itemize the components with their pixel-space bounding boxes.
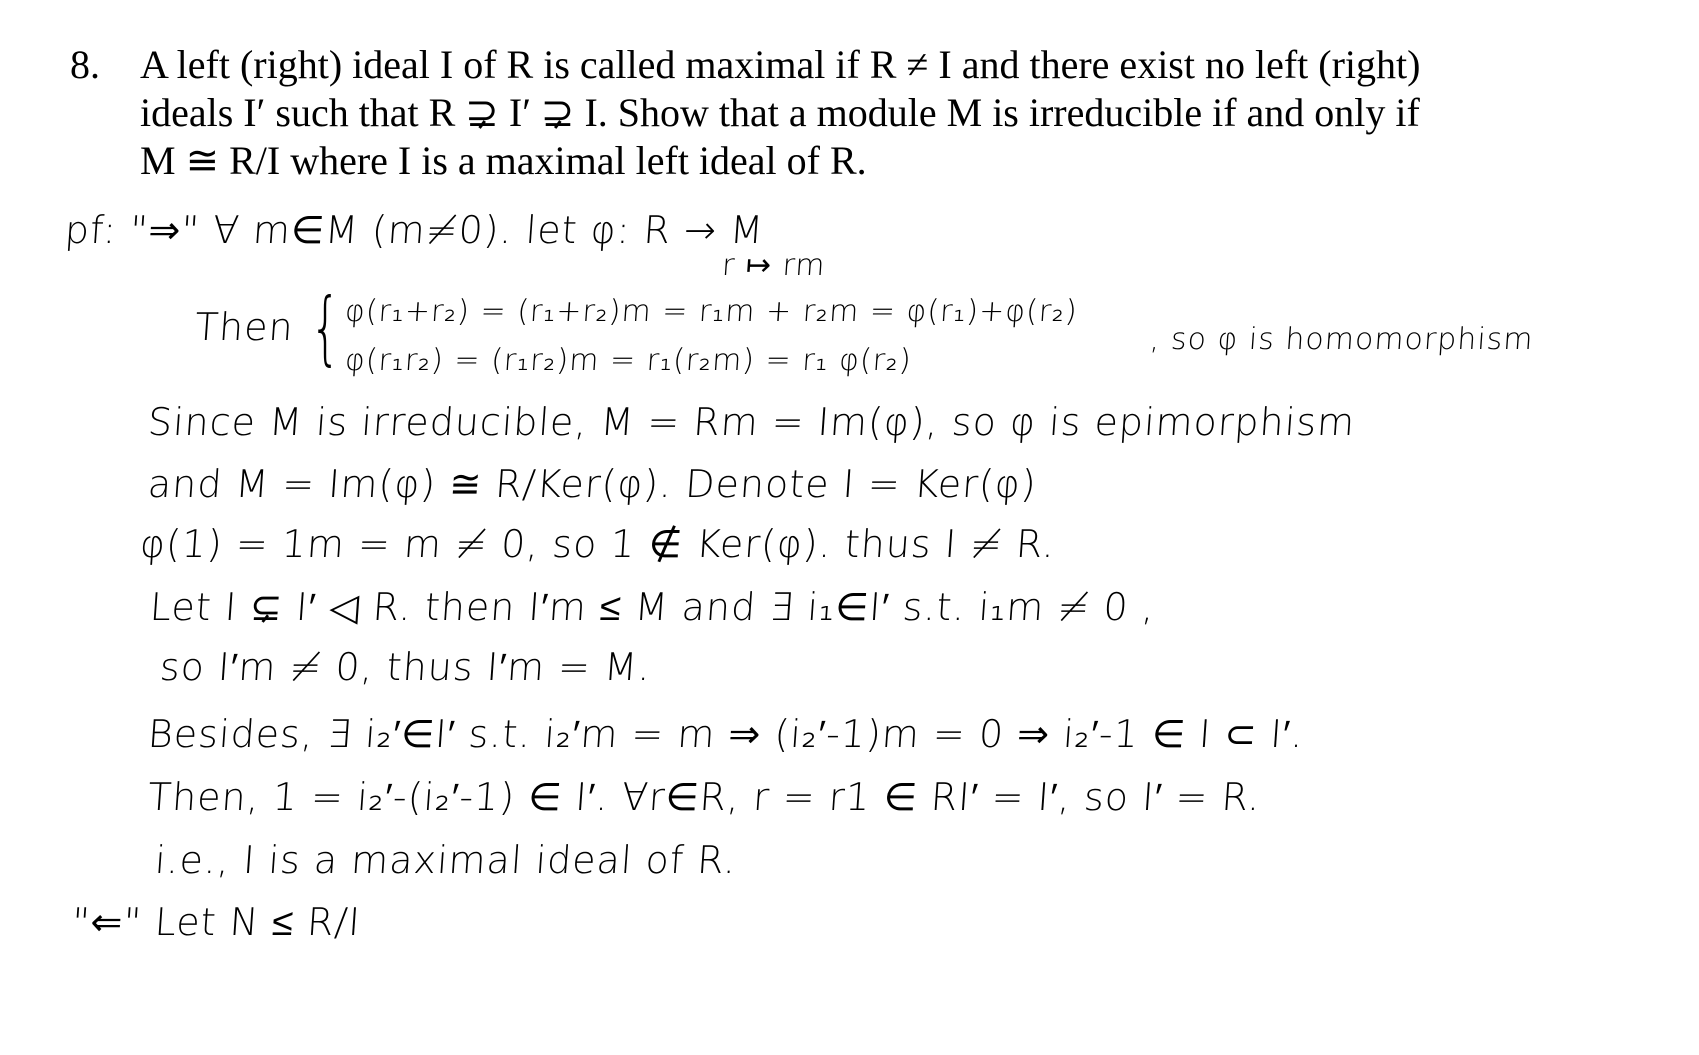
problem-line-3: M ≅ R/I where I is a maximal left ideal of R. [140, 138, 867, 183]
problem-line-2: ideals I′ such that R ⊋ I′ ⊋ I. Show that a module M is irreducible if and only if [140, 90, 1420, 135]
problem-number: 8. [70, 42, 100, 87]
proof-line-11: "⇐" Let N ≤ R/I [70, 900, 363, 944]
proof-line-7: so I′m ≠ 0, thus I′m = M. [158, 645, 653, 689]
proof-line-6: Let I ⊊ I′ ◁ R. then I′m ≤ M and ∃ i₁∈I′ s.t. i₁m ≠ 0 , [148, 585, 1157, 629]
proof-then-label: Then [193, 305, 296, 349]
proof-line-4: and M = Im(φ) ≅ R/Ker(φ). Denote I = Ker(φ) [146, 462, 1039, 506]
problem-line-1: A left (right) ideal I of R is called maximal if R ≠ I and there exist no left (right) [140, 42, 1421, 87]
brace-icon: { [310, 281, 341, 374]
proof-line-3: Since M is irreducible, M = Rm = Im(φ), so φ is epimorphism [146, 400, 1357, 444]
proof-line-10: i.e., I is a maximal ideal of R. [153, 838, 738, 882]
proof-line-8: Besides, ∃ i₂′∈I′ s.t. i₂′m = m ⇒ (i₂′-1)m = 0 ⇒ i₂′-1 ∈ I ⊂ I′. [146, 712, 1306, 756]
proof-line-9: Then, 1 = i₂′-(i₂′-1) ∈ I′. ∀r∈R, r = r1 ∈ RI′ = I′, so I′ = R. [146, 775, 1263, 819]
proof-line-5: φ(1) = 1m = m ≠ 0, so 1 ∉ Ker(φ). thus I ≠ R. [138, 522, 1057, 566]
proof-map-rule: r ↦ rm [720, 248, 827, 283]
proof-homomorphism-note: , so φ is homomorphism [1148, 322, 1535, 357]
proof-multiplicativity: φ(r₁r₂) = (r₁r₂)m = r₁(r₂m) = r₁ φ(r₂) [343, 343, 913, 378]
proof-line-1: pf: "⇒" ∀ m∈M (m≠0). let φ: R → M [63, 208, 766, 252]
proof-additivity: φ(r₁+r₂) = (r₁+r₂)m = r₁m + r₂m = φ(r₁)+φ(r₂) [343, 294, 1080, 329]
